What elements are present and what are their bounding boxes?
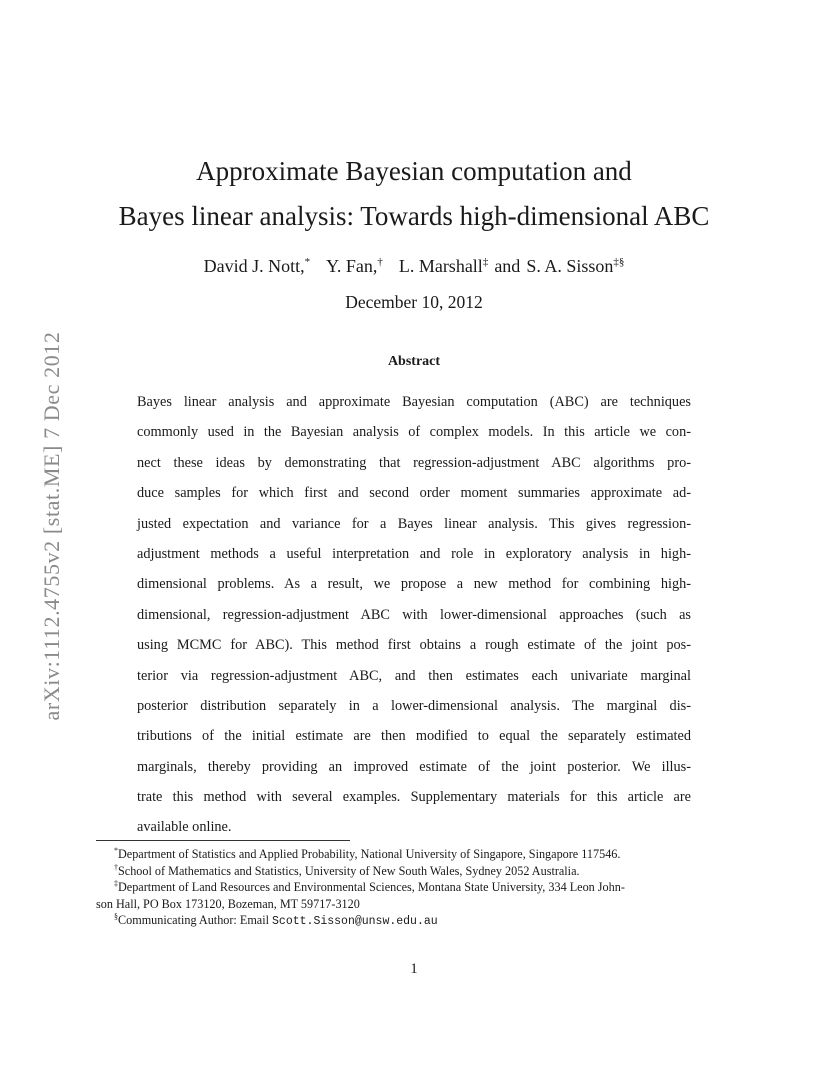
author-nott xyxy=(204,256,311,276)
abstract-line: commonly used in the Bayesian analysis of complex models. In this article we con- xyxy=(137,424,691,441)
author-name: Y. Fan, xyxy=(326,256,378,276)
abstract-line: posterior distribution separately in a lower-dimensional analysis. The marginal dis- xyxy=(137,697,691,714)
author-email-link[interactable]: Scott.Sisson@unsw.edu.au xyxy=(272,915,438,928)
footnote-continuation: son Hall, PO Box 173120, Bozeman, MT 59717-3120 xyxy=(96,896,360,911)
footnote-affiliation-unsw xyxy=(96,863,736,880)
paper-title-line-2: Bayes linear analysis: Towards high-dimensional ABC xyxy=(118,201,710,231)
author-marshall xyxy=(399,256,488,276)
abstract-line: dimensional problems. As a result, we propose a new method for combining high- xyxy=(137,576,691,593)
abstract-line: terior via regression-adjustment ABC, and then estimates each univariate marginal xyxy=(137,667,691,684)
footnote-text: School of Mathematics and Statistics, University of New South Wales, Sydney 2052 Australia. xyxy=(118,863,580,878)
author-fan xyxy=(326,256,383,276)
abstract-body xyxy=(137,392,691,848)
author-list xyxy=(0,256,828,277)
abstract-heading: Abstract xyxy=(387,354,441,369)
author-name: David J. Nott, xyxy=(203,256,305,276)
footnote-affiliation-montana xyxy=(96,879,736,896)
publication-date: December 10, 2012 xyxy=(345,292,483,312)
author-name: S. A. Sisson xyxy=(526,256,614,276)
footnote-mark: * xyxy=(114,846,118,855)
abstract-line: dimensional, regression-adjustment ABC with lower-dimensional approaches (such as xyxy=(137,606,691,623)
footnote-text: Department of Land Resources and Environmental Sciences, Montana State University, 334 Leon John- xyxy=(118,880,625,894)
abstract-line: marginals, thereby providing an improved estimate of the joint posterior. We illus- xyxy=(137,758,691,775)
author-footnote-mark: ‡ xyxy=(482,256,489,268)
author-footnote-mark: † xyxy=(377,256,383,268)
footnote-mark: ‡ xyxy=(114,879,118,888)
footnote-mark: † xyxy=(114,862,118,872)
arxiv-identifier-text: arXiv:1112.4755v2 [stat.ME] 7 Dec 2012 xyxy=(39,331,64,721)
footnotes xyxy=(96,846,736,931)
footnote-affiliation-nus xyxy=(96,846,736,863)
abstract-line: available online. xyxy=(137,819,232,836)
abstract-line: nect these ideas by demonstrating that regression-adjustment ABC algorithms pro- xyxy=(137,454,691,471)
abstract-line: duce samples for which first and second order moment summaries approximate ad- xyxy=(137,485,691,502)
abstract-line: justed expectation and variance for a Bayes linear analysis. This gives regression- xyxy=(137,515,691,532)
abstract-line: Bayes linear analysis and approximate Bayesian computation (ABC) are techniques xyxy=(137,394,691,410)
page-number: 1 xyxy=(410,961,418,977)
footnote-corresponding-author xyxy=(96,912,736,931)
abstract-line: adjustment methods a useful interpretation and role in exploratory analysis in high- xyxy=(137,545,691,562)
author-footnote-mark: * xyxy=(304,256,311,268)
footnote-text: Communicating Author: Email xyxy=(118,913,273,927)
abstract-line: tributions of the initial estimate are then modified to equal the separately estimated xyxy=(137,728,691,745)
author-footnote-mark: ‡§ xyxy=(613,256,625,268)
footnote-mark: § xyxy=(114,912,118,921)
author-name: L. Marshall xyxy=(398,256,483,276)
abstract-line: trate this method with several examples. Supplementary materials for this article are xyxy=(137,789,691,806)
footnote-text: Department of Statistics and Applied Probability, National University of Singapore, Singapore 117546. xyxy=(118,847,621,861)
author-conjunction: and xyxy=(494,256,521,276)
author-sisson xyxy=(526,256,624,276)
footnote-rule xyxy=(96,840,350,841)
paper-title-line-1: Approximate Bayesian computation and xyxy=(196,156,632,186)
abstract-line: using MCMC for ABC). This method first obtains a rough estimate of the joint pos- xyxy=(137,637,691,654)
